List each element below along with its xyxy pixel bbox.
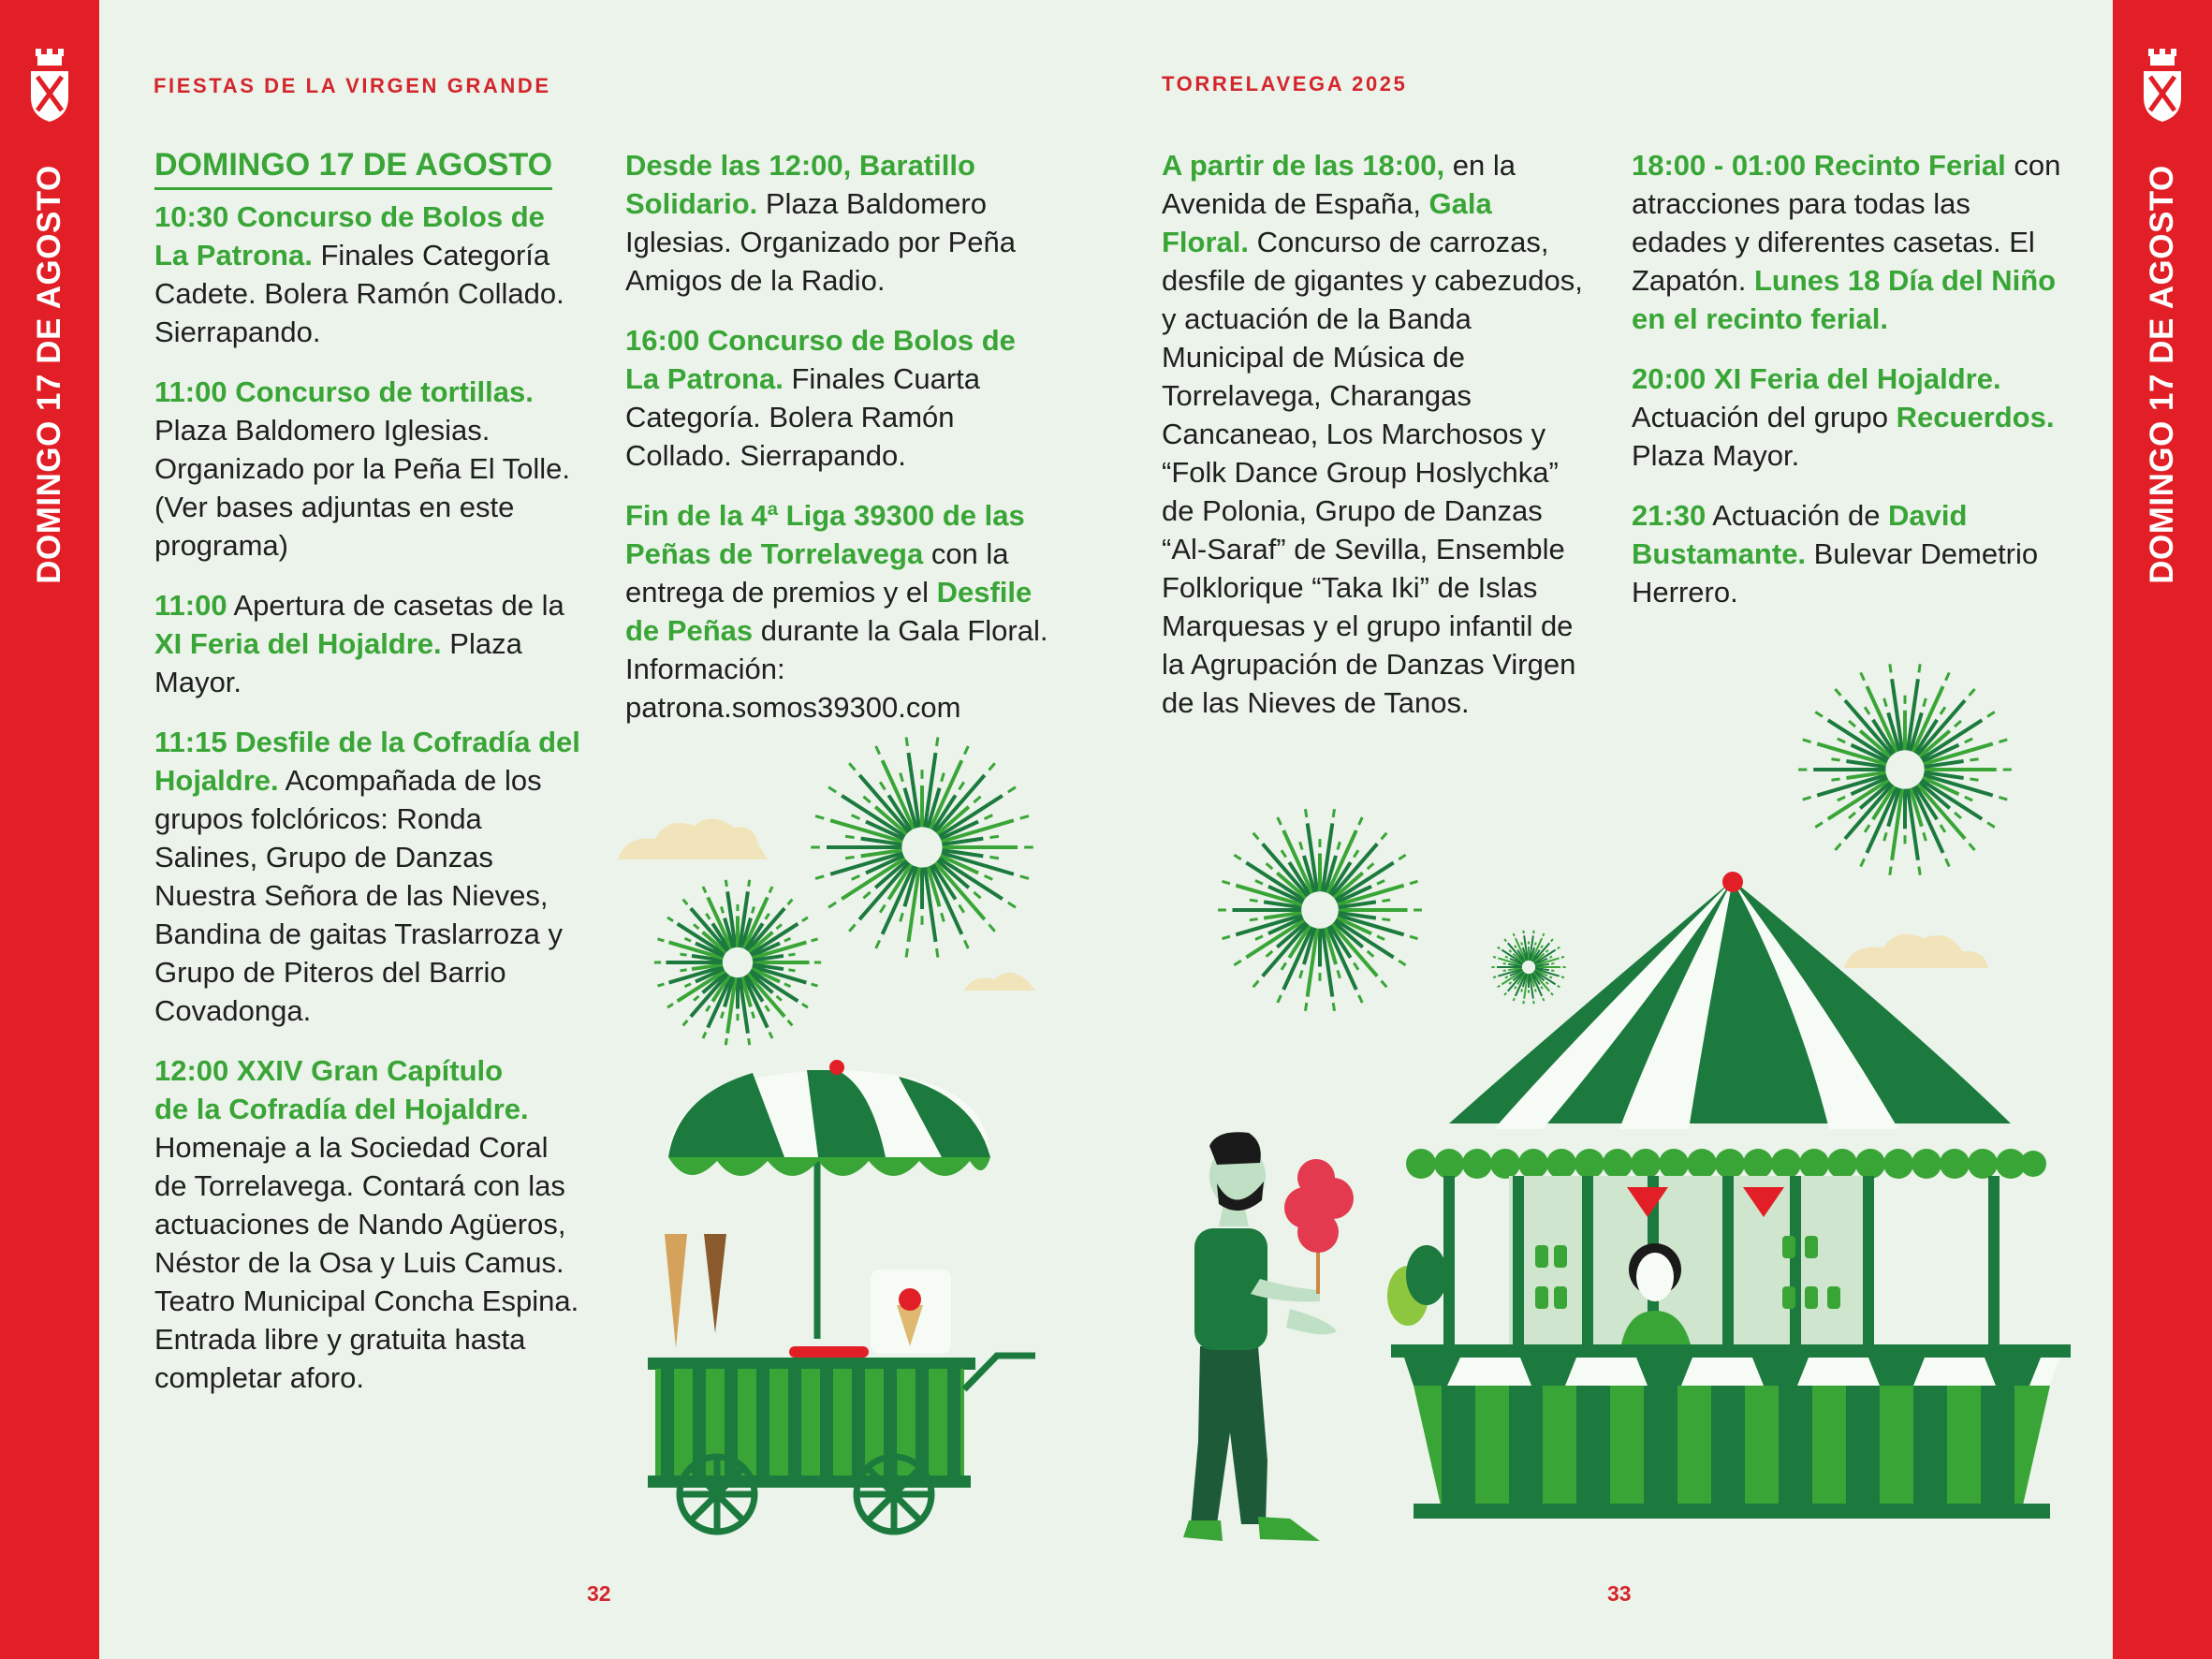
event-item bbox=[154, 373, 580, 565]
event-text: Finales Categoría Cadete. Bolera Ramón Collado. Sierrapando. bbox=[154, 239, 564, 348]
event-text: durante la Gala Floral. Información: patrona.somos39300.com bbox=[625, 614, 1048, 724]
event-title: 12:00 XXIV Gran Capítulo bbox=[154, 1054, 504, 1087]
event-highlight: XI Feria del Hojaldre. bbox=[154, 627, 442, 660]
page-number-right: 33 bbox=[1607, 1581, 1632, 1606]
ice-cream-cart-icon bbox=[648, 1060, 1035, 1532]
event-title: Fin de la 4ª Liga 39300 de las Peñas de Torrelavega bbox=[625, 499, 1025, 570]
coat-of-arms-icon bbox=[2141, 49, 2184, 124]
coat-of-arms-icon bbox=[28, 49, 71, 124]
page-number-left: 32 bbox=[587, 1581, 611, 1606]
event-title: 20:00 XI Feria del Hojaldre. bbox=[1632, 362, 2001, 395]
event-text: Homenaje a la Sociedad Coral de Torrelavega. Contará con las actuaciones de Nando Agüeros, Néstor de la Osa y Luis Camus. Teatro Municipal Concha Espina. Entrada libre y gratuita hasta completar aforo. bbox=[154, 1131, 579, 1394]
column-4 bbox=[1632, 146, 2064, 633]
event-item bbox=[625, 496, 1056, 727]
column-2 bbox=[625, 146, 1056, 748]
event-text: Actuación de bbox=[1706, 499, 1889, 532]
running-head-right: TORRELAVEGA 2025 bbox=[1162, 72, 1408, 95]
event-highlight: David Bustamante. bbox=[1632, 499, 1968, 570]
event-title: Desde las 12:00, Baratillo Solidario. bbox=[625, 149, 975, 220]
event-item bbox=[625, 321, 1056, 475]
cotton-candy-man-icon bbox=[1183, 1132, 1354, 1541]
event-text: Plaza Baldomero Iglesias. Organizado por Peña Amigos de la Radio. bbox=[625, 187, 1017, 297]
event-item bbox=[154, 1051, 580, 1397]
event-text: con atracciones para todas las edades y diferentes casetas. El Zapatón. bbox=[1632, 149, 2061, 297]
event-item bbox=[154, 586, 580, 701]
event-item bbox=[625, 146, 1056, 300]
day-heading: DOMINGO 17 DE AGOSTO bbox=[154, 146, 552, 190]
event-item bbox=[1632, 496, 2064, 611]
event-text: Apertura de casetas de la bbox=[227, 589, 564, 622]
event-item bbox=[1632, 360, 2064, 475]
event-title: 18:00 - 01:00 Recinto Ferial bbox=[1632, 149, 2006, 182]
running-head-left: FIESTAS DE LA VIRGEN GRANDE bbox=[154, 74, 551, 97]
event-item bbox=[1162, 146, 1583, 722]
event-text: Actuación del grupo bbox=[1632, 401, 1897, 433]
event-item bbox=[1632, 146, 2064, 338]
event-title: 21:30 bbox=[1632, 499, 1707, 532]
event-title: 10:30 Concurso de Bolos de La Patrona. bbox=[154, 200, 545, 272]
event-title: 11:15 Desfile de la Cofradía del Hojaldre. bbox=[154, 726, 580, 797]
event-highlight: Lunes 18 Día del Niño en el recinto ferial. bbox=[1632, 264, 2057, 335]
event-text: Acompañada de los grupos folclóricos: Ronda Salines, Grupo de Danzas Nuestra Señora de las Nieves, Bandina de gaitas Traslarroza y Grupo de Piteros del Barrio Covadonga. bbox=[154, 764, 563, 1027]
event-item bbox=[154, 723, 580, 1030]
event-title: 11:00 bbox=[154, 589, 227, 622]
event-text: Finales Cuarta Categoría. Bolera Ramón Collado. Sierrapando. bbox=[625, 362, 981, 472]
event-text: Concurso de carrozas, desfile de gigantes y cabezudos, y actuación de la Banda Municipal de Música de Torrelavega, Charangas Cancaneao, Los Marchosos y “Folk Dance Group Hoslychka” de Polonia, Grupo de Danzas “Al-Saraf” de Sevilla, Ensemble Folklorique “Taka Iki” de Islas Marquesas y el grupo infantil de la Agrupación de Danzas Virgen de las Nieves de Tanos. bbox=[1162, 226, 1583, 719]
column-3 bbox=[1162, 146, 1583, 743]
event-highlight: Recuerdos. bbox=[1896, 401, 2055, 433]
right-side-band bbox=[2113, 0, 2212, 1659]
column-1 bbox=[154, 146, 580, 1418]
event-text: Plaza Mayor. bbox=[1632, 439, 1800, 472]
event-highlight: Gala Floral. bbox=[1162, 187, 1492, 258]
event-text: con la entrega de premios y el bbox=[625, 537, 1009, 609]
event-title: 11:00 Concurso de tortillas. bbox=[154, 375, 534, 408]
cloud-icon bbox=[618, 818, 1988, 991]
side-band-text: DOMINGO 17 DE AGOSTO bbox=[31, 165, 67, 584]
carousel-stall-icon bbox=[1387, 872, 2071, 1519]
event-title: de la Cofradía del Hojaldre. bbox=[154, 1093, 529, 1125]
event-text: en la Avenida de España, bbox=[1162, 149, 1516, 220]
event-highlight: Desfile de Peñas bbox=[625, 576, 1033, 647]
event-title: 16:00 Concurso de Bolos de La Patrona. bbox=[625, 324, 1016, 395]
event-text: Bulevar Demetrio Herrero. bbox=[1632, 537, 2039, 609]
event-title: A partir de las 18:00, bbox=[1162, 149, 1445, 182]
event-item bbox=[154, 198, 580, 351]
side-band-text: DOMINGO 17 DE AGOSTO bbox=[2144, 165, 2180, 584]
left-side-band bbox=[0, 0, 99, 1659]
event-text: Plaza Mayor. bbox=[154, 627, 522, 698]
event-text: Plaza Baldomero Iglesias. Organizado por la Peña El Tolle. (Ver bases adjuntas en este programa) bbox=[154, 414, 571, 562]
